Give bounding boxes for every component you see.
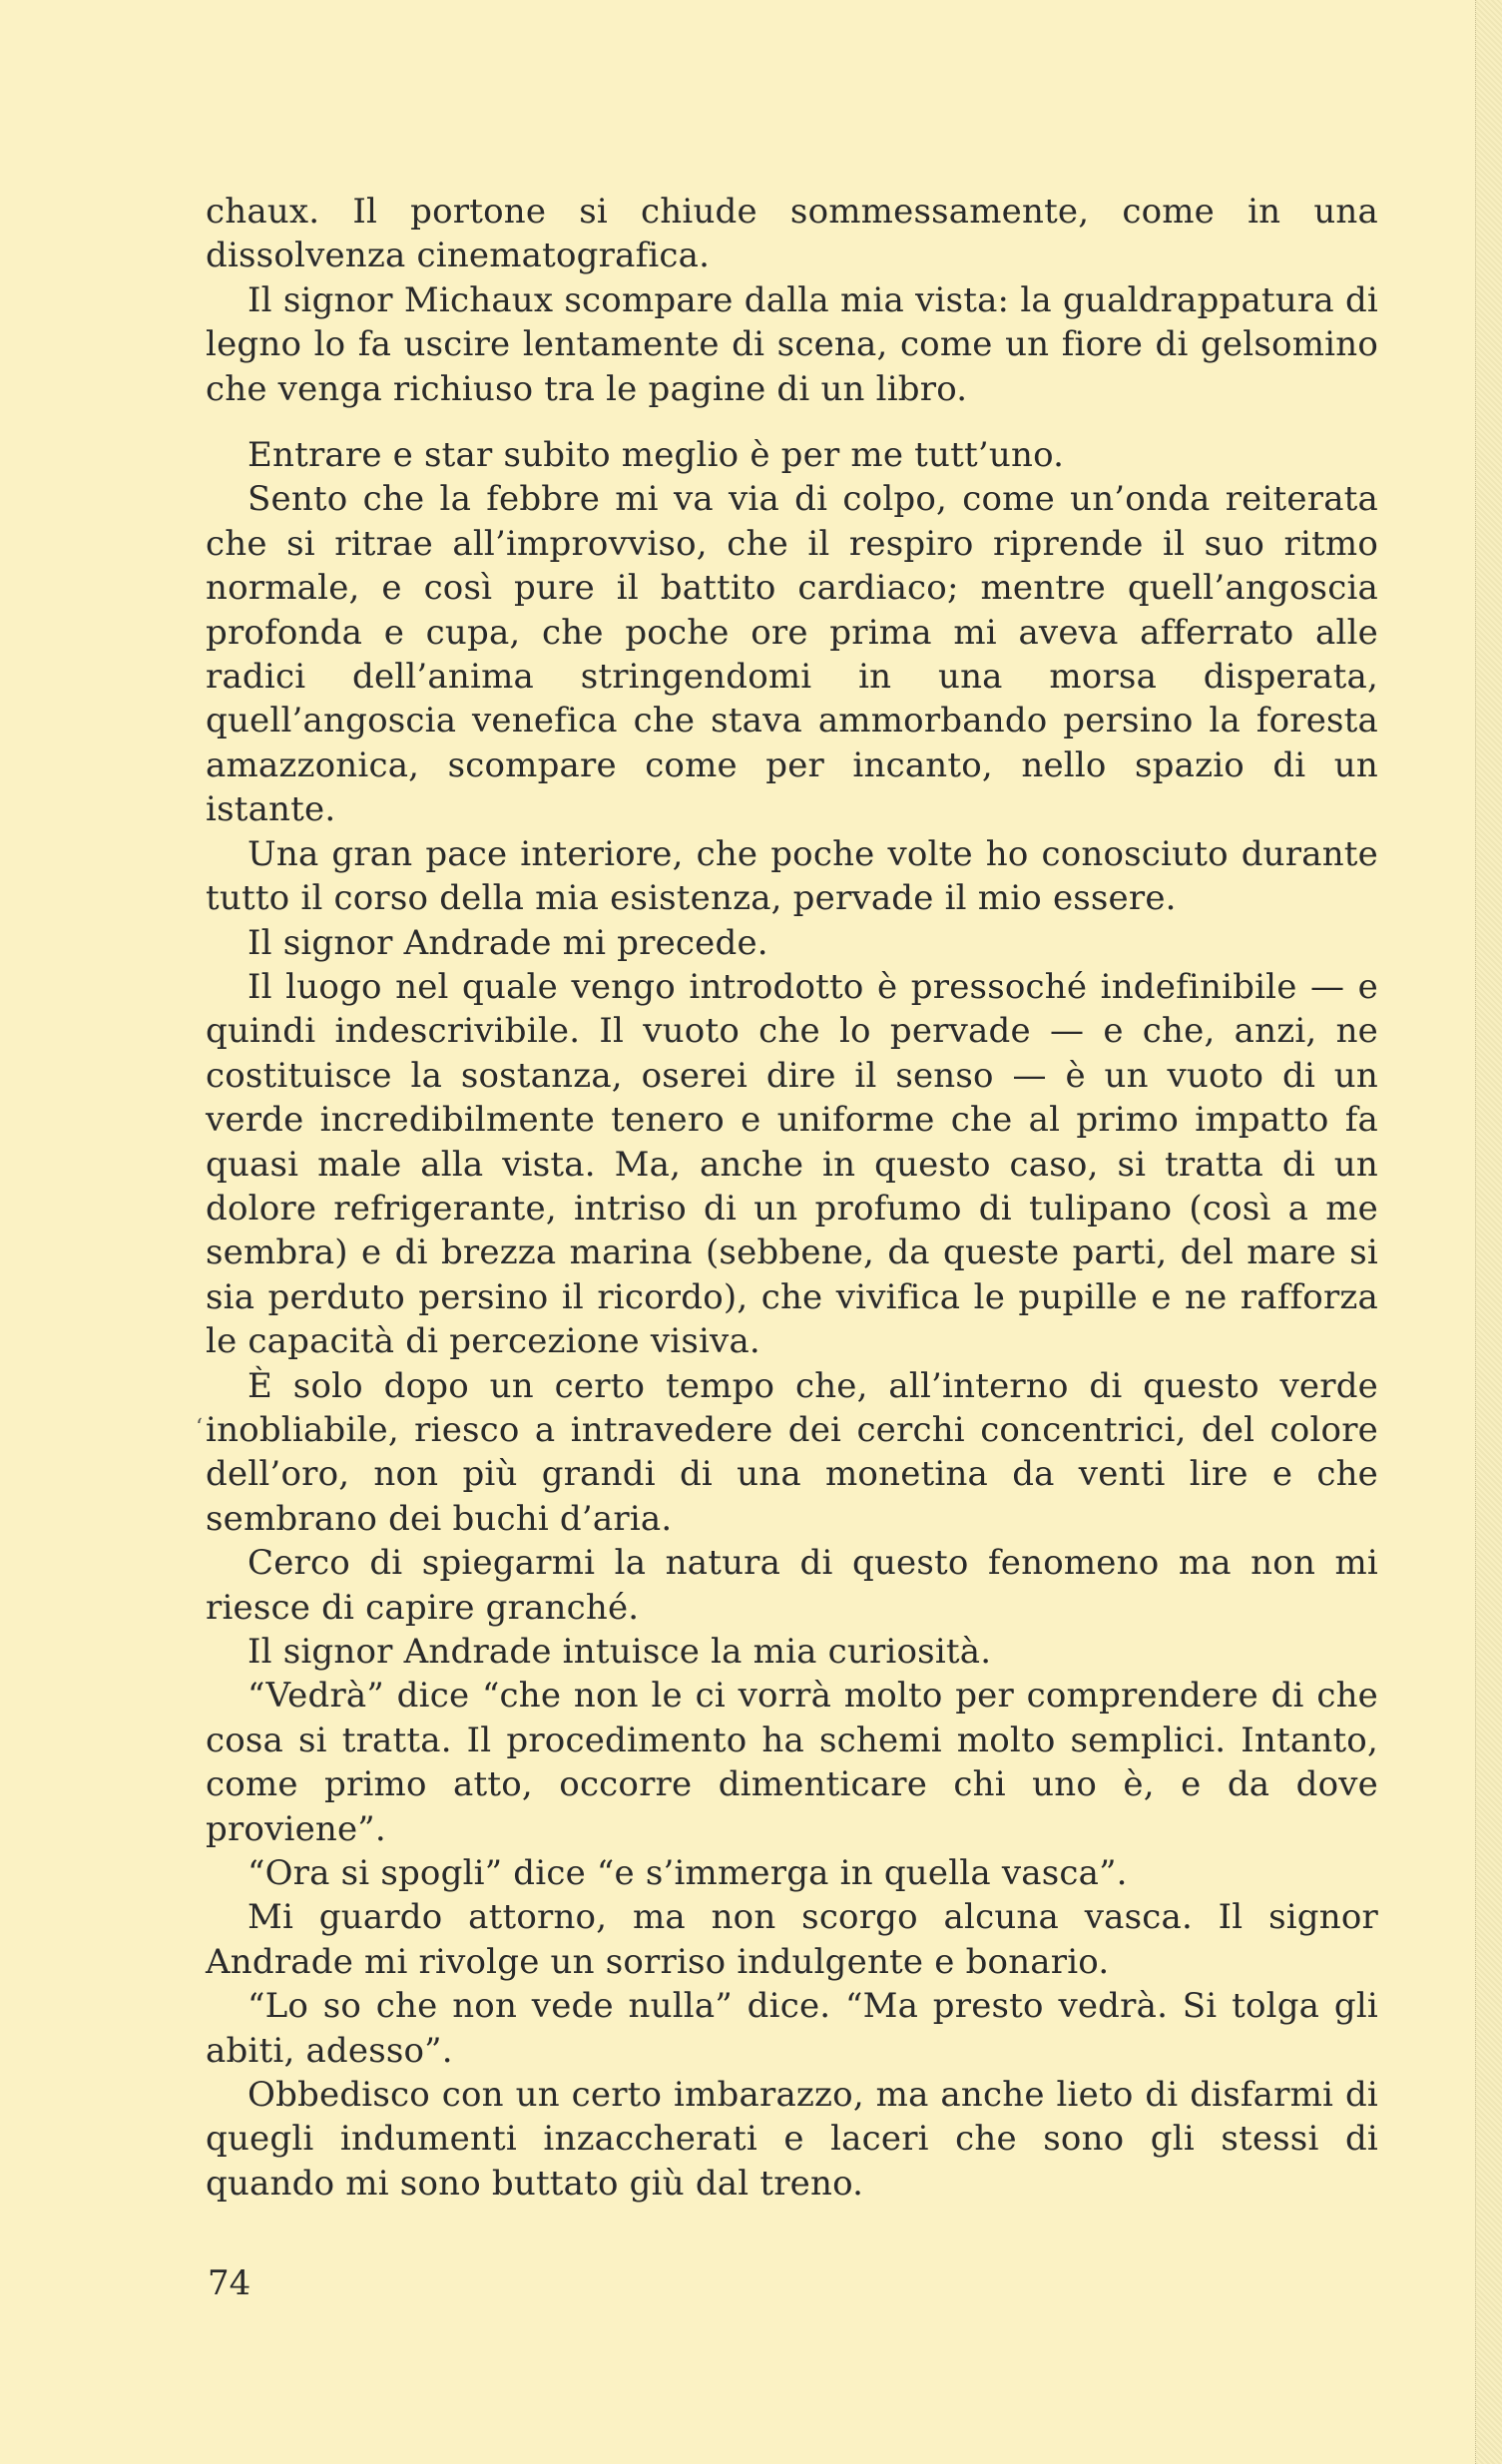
page-edge-shadow [1475, 0, 1502, 2464]
paragraph-15: Obbedisco con un certo imbarazzo, ma anche lieto di disfarmi di quegli indumenti inzaccherati e laceri che sono gli stessi di quando mi sono buttato giù dal treno. [206, 2075, 1378, 2204]
paragraph-4: Sento che la febbre mi va via di colpo, come un’onda reiterata che si ritrae all’improvviso, che il respiro riprende il suo ritmo normale, e così pure il battito cardiaco; mentre quell’angoscia profonda e cupa, che poche ore prima mi aveva afferrato alle radici dell’anima stringendomi in una morsa disperata, quell’angoscia venefica che stava ammorbando persino la foresta amazzonica, scompare come per incanto, nello spazio di un istante. [206, 479, 1378, 830]
paragraph-13: Mi guardo attorno, ma non scorgo alcuna vasca. Il signor Andrade mi rivolge un sorriso indulgente e bonario. [206, 1897, 1378, 1982]
paragraph-5: Una gran pace interiore, che poche volte ho conosciuto durante tutto il corso della mia esistenza, pervade il mio essere. [206, 833, 1378, 919]
paragraph-14: “Lo so che non vede nulla” dice. “Ma presto vedrà. Si tolga gli abiti, adesso”. [206, 1986, 1378, 2071]
body-text [206, 190, 1378, 2206]
paragraph-3: Entrare e star subito meglio è per me tutt’uno. [248, 435, 1065, 476]
paragraph-2: Il signor Michaux scompare dalla mia vista: la gualdrappatura di legno lo fa uscire lentamente di scena, come un fiore di gelsomino che venga richiuso tra le pagine di un libro. [206, 279, 1378, 409]
paragraph-7: Il luogo nel quale vengo introdotto è pressoché indefinibile — e quindi indescrivibile. Il vuoto che lo pervade — e che, anzi, ne costituisce la sostanza, oserei dire il senso — è un vuoto di un verde incredibilmente tenero e uniforme che al primo impatto fa quasi male alla vista. Ma, anche in questo caso, si tratta di un dolore refrigerante, intriso di un profumo di tulipano (così a me sembra) e di brezza marina (sebbene, da queste parti, del mare si sia perduto persino il ricordo), che vivifica le pupille e ne rafforza le capacità di percezione visiva. [206, 966, 1378, 1362]
paragraph-11: “Vedrà” dice “che non le ci vorrà molto per comprendere di che cosa si tratta. Il procedimento ha schemi molto semplici. Intanto, come primo atto, occorre dimenticare chi uno è, e da dove proviene”. [206, 1676, 1378, 1849]
page-number: 74 [208, 2263, 251, 2303]
paragraph-12: “Ora si spogli” dice “e s’immerga in quella vasca”. [248, 1853, 1128, 1894]
paragraph-8: È solo dopo un certo tempo che, all’interno di questo verde inobliabile, riesco a intravedere dei cerchi concentrici, del colore dell’oro, non più grandi di una monetina da venti lire e che sembrano dei buchi d’aria. [206, 1365, 1378, 1539]
stray-ink-mark: ‘ [196, 1415, 203, 1440]
paragraph-10: Il signor Andrade intuisce la mia curiosità. [248, 1632, 992, 1672]
paragraph-6: Il signor Andrade mi precede. [248, 922, 768, 963]
paragraph-1: chaux. Il portone si chiude sommessamente, come in una dissolvenza cinematografica. [206, 192, 1378, 276]
paragraph-9: Cerco di spiegarmi la natura di questo fenomeno ma non mi riesce di capire granché. [206, 1543, 1378, 1628]
